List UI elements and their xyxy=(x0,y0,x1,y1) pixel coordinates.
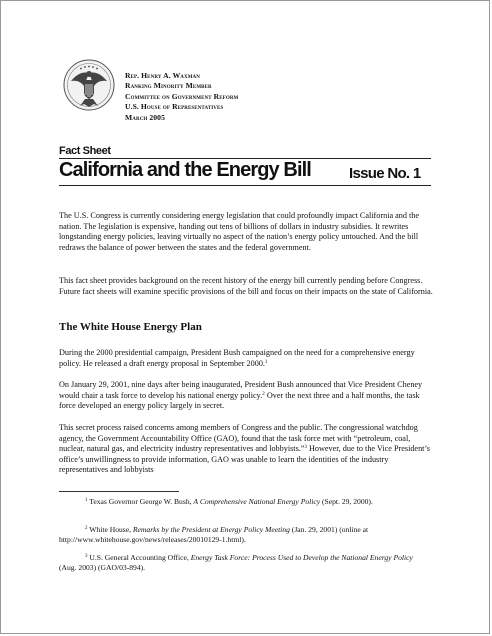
footnote-ref-1: 1 xyxy=(264,359,268,365)
footnote-1-pre: Texas Governor George W. Bush, xyxy=(87,497,194,506)
footnote-3-number: 3 xyxy=(85,554,88,559)
footnote-3 xyxy=(59,553,431,573)
page-title: California and the Energy Bill xyxy=(59,159,311,181)
footnote-1-post: (Sept. 29, 2000). xyxy=(320,497,373,506)
footnote-2-pre: White House, xyxy=(87,525,133,534)
letterhead-name: Rep. Henry A. Waxman xyxy=(125,71,200,80)
letterhead-house: U.S. House of Representatives xyxy=(125,102,224,112)
body-paragraph-1 xyxy=(59,348,435,369)
footnote-2-post: (Jan. 29, 2001) (online at http://www.whitehouse.gov/news/releases/20010129-1.html). xyxy=(59,525,369,544)
body-paragraph-1-text: During the 2000 presidential campaign, President Bush campaigned on the need for a comprehensive energy policy. He released a draft energy proposal in September 2000. xyxy=(59,348,415,368)
footnote-1-number: 1 xyxy=(85,498,88,503)
section-heading: The White House Energy Plan xyxy=(59,321,202,333)
body-paragraph-2-text-a: On January 29, 2001, nine days after being inaugurated, President Bush announced that Vice President Cheney would chair a task force to develop his national energy policy. xyxy=(59,380,423,400)
footnote-2-number: 2 xyxy=(85,526,88,531)
letterhead-role: Ranking Minority Member xyxy=(125,81,212,91)
eagle-seal-icon xyxy=(63,59,115,111)
footnote-3-post: (Aug. 2003) (GAO/03-894). xyxy=(59,563,146,572)
body-paragraph-2 xyxy=(59,380,435,412)
footnote-1 xyxy=(59,497,431,507)
letterhead xyxy=(125,71,238,123)
issue-number: Issue No. 1 xyxy=(349,165,421,182)
fact-sheet-label: Fact Sheet xyxy=(59,145,111,157)
intro-paragraph-1: The U.S. Congress is currently considering energy legislation that could profoundly impact California and the nation. The legislation is expensive, handing out tens of billions of dollars in industry subsidies. It rewrites longstanding energy policies, leaving virtually no aspect of the nation’s energy policy untouched. And the bill redraws the balance of power between the states and the federal government. xyxy=(59,211,420,252)
footnote-2-title: Remarks by the President at Energy Policy Meeting xyxy=(132,525,290,534)
footnote-divider xyxy=(59,491,179,492)
footnote-1-title: A Comprehensive National Energy Policy xyxy=(193,497,321,506)
body-paragraph-3 xyxy=(59,423,435,476)
body-paragraph-3-text-b: However, due to the Vice President’s office’s unwillingness to provide information, GAO was unable to learn the identities of the industry representatives and lobbyists xyxy=(59,444,430,475)
body-paragraph-2-text-b: Over the next three and a half months, the task force developed an energy policy largely in secret. xyxy=(59,390,420,411)
footnote-3-title: Energy Task Force: Process Used to Develop the National Energy Policy xyxy=(190,553,413,562)
footnote-ref-3: 3 xyxy=(304,445,307,451)
letterhead-committee: Committee on Government Reform xyxy=(125,91,239,101)
intro-paragraph-2: This fact sheet provides background on the recent history of the energy bill currently pending before Congress. Future fact sheets will examine specific provisions of the bill and focus on their impacts on the state of California. xyxy=(59,276,433,296)
footnote-3-pre: U.S. General Accounting Office, xyxy=(87,553,191,562)
title-rule-bottom xyxy=(59,185,431,186)
footnote-2 xyxy=(59,525,431,545)
footnote-ref-2: 2 xyxy=(262,391,265,397)
body-paragraph-3-text-a: This secret process raised concerns among members of Congress and the public. The congressional watchdog agency, the Government Accountability Office (GAO), found that the task force met with “petroleum, coal, nuclear, natural gas, and electricity industry representatives and lobbyists.” xyxy=(59,423,418,454)
letterhead-date: March 2005 xyxy=(125,112,165,122)
